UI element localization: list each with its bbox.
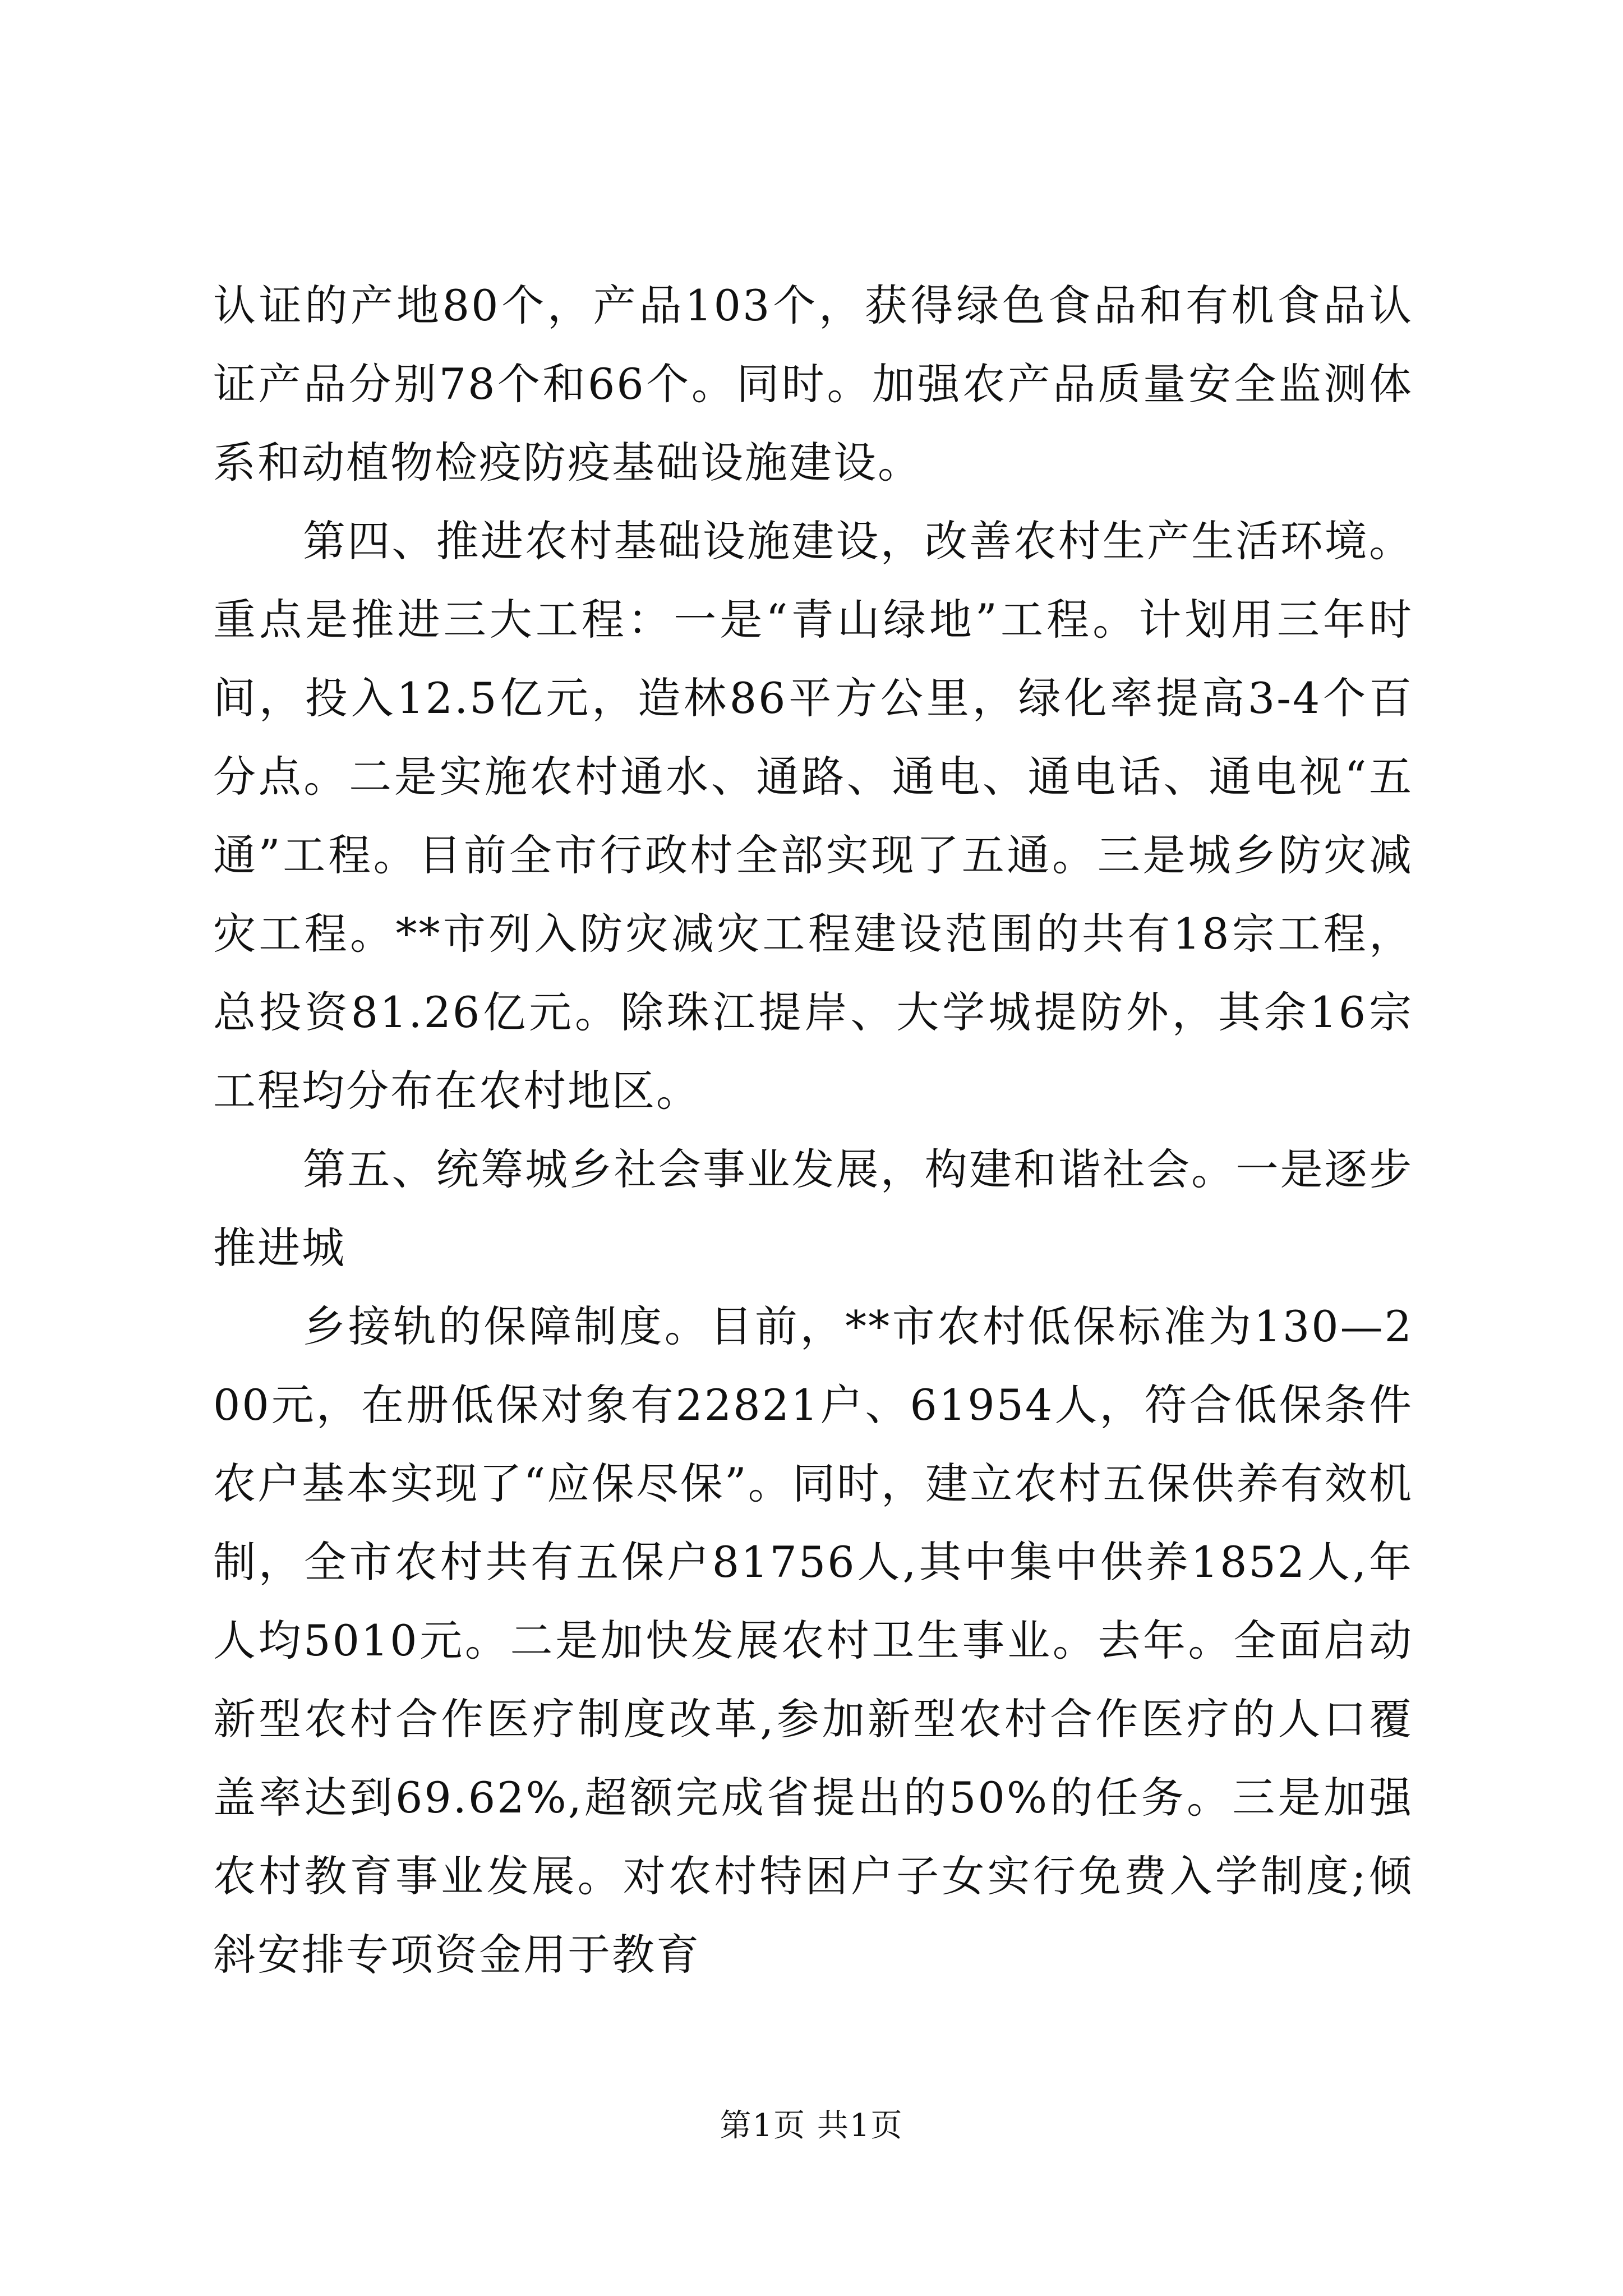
page-footer xyxy=(0,2106,1623,2146)
paragraph-1: 认证的产地80个，产品103个，获得绿色食品和有机食品认证产品分别78个和66个。同时。加强农产品质量安全监测体系和动植物检疫防疫基础设施建设。 xyxy=(213,280,1413,487)
document-body xyxy=(213,266,1413,1994)
paragraph-4: 乡接轨的保障制度。目前，**市农村低保标准为130—200元，在册低保对象有22821户、61954人，符合低保条件农户基本实现了“应保尽保”。同时，建立农村五保供养有效机制，全市农村共有五保户81756人,其中集中供养1852人,年人均5010元。二是加快发展农村卫生事业。去年。全面启动新型农村合作医疗制度改革,参加新型农村合作医疗的人口覆盖率达到69.62%,超额完成省提出的50%的任务。三是加强农村教育事业发展。对农村特困户子女实行免费入学制度;倾斜安排专项资金用于教育 xyxy=(213,1301,1413,1980)
paragraph-3: 第五、统筹城乡社会事业发展，构建和谐社会。一是逐步推进城 xyxy=(213,1144,1413,1273)
paragraph-2: 第四、推进农村基础设施建设，改善农村生产生活环境。重点是推进三大工程：一是“青山绿地”工程。计划用三年时间，投入12.5亿元，造林86平方公里，绿化率提高3-4个百分点。二是实施农村通水、通路、通电、通电话、通电视“五通”工程。目前全市行政村全部实现了五通。三是城乡防灾减灾工程。**市列入防灾减灾工程建设范围的共有18宗工程，总投资81.26亿元。除珠江提岸、大学城提防外，其余16宗工程均分布在农村地区。 xyxy=(213,516,1413,1116)
page-number: 第1页 共1页 xyxy=(720,2108,903,2144)
